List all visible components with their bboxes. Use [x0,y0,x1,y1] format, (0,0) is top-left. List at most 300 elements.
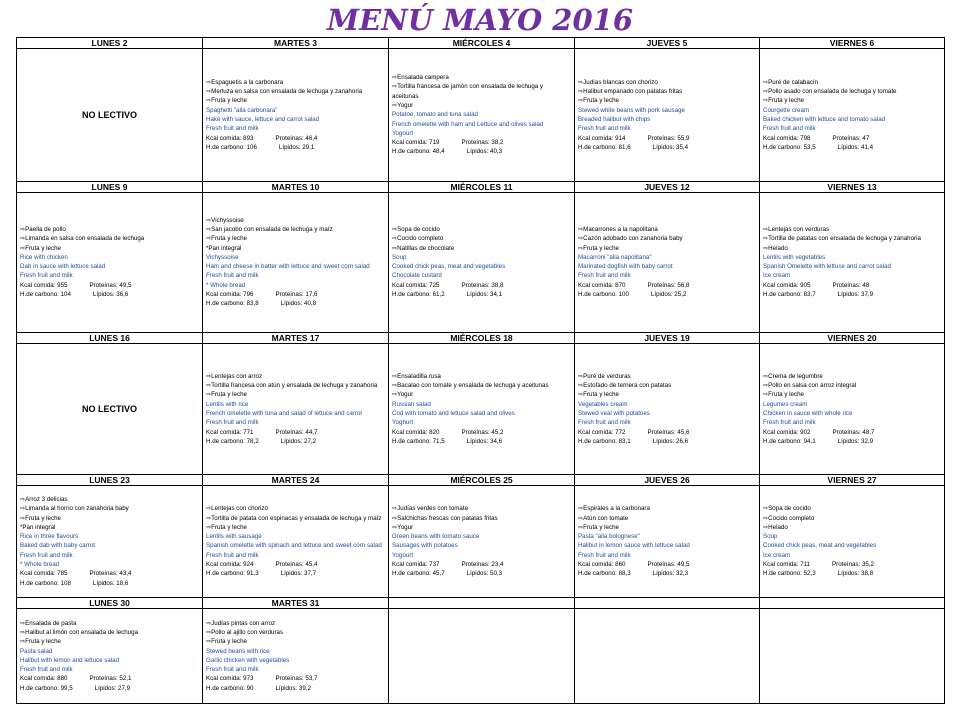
kcal-value: Kcal comida: 798 [763,134,811,142]
day-menu-cell [760,343,945,475]
week-header-row [17,475,945,486]
day-menu-cell [575,486,760,597]
dish-en: Fresh fruit and milk [578,551,631,559]
day-menu-cell [389,49,575,182]
kcal-value: Kcal comida: 905 [763,281,811,289]
lipids-value: Lípidos: 50,3 [466,570,503,578]
kcal-value: Kcal comida: 772 [578,428,626,436]
dish-es: ⇨Salchichas frescas con patatas fritas [392,514,498,522]
lipids-value: Lípidos: 32,3 [652,570,689,578]
dish-en: Fresh fruit and milk [578,419,631,427]
dish-es: ⇨Lentejas con chorizo [206,505,268,513]
lipids-value: Lípidos: 39,2 [275,684,311,692]
dish-en: Green beans with tomato sauce [392,533,480,541]
carbs-value: H.de carbono: 88,3 [578,570,631,578]
day-header [389,597,575,608]
dish-en: Cooked chick peas, meat and vegetables [763,542,877,550]
day-header: LUNES 23 [17,475,203,486]
dish-es: ⇨Puré de verduras [578,372,631,380]
lipids-value: Lípidos: 29,1 [278,143,315,151]
dish-es: ⇨Halibut al limón con ensalada de lechuga [20,629,139,636]
day-menu-cell [17,486,203,597]
dish-en: Fresh fruit and milk [763,419,816,427]
day-header: MIÉRCOLES 18 [389,332,575,343]
nutrition-line [206,299,385,308]
dish-en: Yogourt [392,551,414,559]
dish-en: Fresh fruit and milk [206,272,259,280]
week-menu-row [17,49,945,182]
nutrition-line [578,290,756,299]
dish-es: ⇨Yogur [392,101,414,109]
day-menu-cell [203,608,389,703]
dish-es: ⇨Bacalao con tomate y ensalada de lechuga y aceitunas [392,382,549,390]
dish-en: Fresh fruit and milk [206,419,259,427]
day-header: VIERNES 27 [760,475,945,486]
dish-es: ⇨Fruta y leche [206,97,247,105]
dish-en: Spanish omelette with spinach and lettuce and sweet corn salad [206,542,382,550]
dish-es: ⇨Halibut empanado con patatas fritas [578,88,683,96]
carbs-value: H.de carbono: 104 [20,291,71,299]
dish-es: ⇨Fruta y leche [206,638,247,646]
nutrition-line [763,134,941,143]
protein-value: Proteínas: 48 [832,281,870,289]
dish-en: Fresh fruit and milk [578,125,631,133]
dish-es: ⇨Yogur [392,523,414,531]
nutrition-line [763,569,941,578]
dish-en: Baked chicken with lettuce and tomato salad [763,115,886,123]
dish-en: Fresh fruit and milk [763,125,816,133]
lipids-value: Lípidos: 41,4 [837,143,874,151]
dish-es: ⇨Natillas de chocolate [392,244,455,252]
dish-en: Ice cream [763,551,791,559]
dish-en: Lentils with sausage [206,533,262,541]
dish-es: ⇨Tortilla de patata con espinacas y ensalada de lechuga y maíz [206,514,382,522]
dish-es: ⇨Vichyssoise [206,216,244,224]
protein-value: Proteínas: 43,4 [89,570,132,578]
dish-es: ⇨Espaguetis a la carbonara [206,78,284,86]
dish-es: ⇨Pollo al ajillo con verduras [206,629,284,636]
nutrition-line [763,290,941,299]
kcal-value: Kcal comida: 870 [578,281,626,289]
dish-en: Lentils with vegetables [763,253,826,261]
lipids-value: Lípidos: 40,3 [466,148,503,156]
week-header-row [17,181,945,192]
carbs-value: H.de carbono: 61,2 [392,291,445,299]
dish-es: ⇨Arroz 3 delicias [20,496,68,503]
week-header-row [17,332,945,343]
day-header: LUNES 30 [17,597,203,608]
kcal-value: Kcal comida: 893 [206,134,254,142]
protein-value: Proteínas: 52,1 [89,675,132,683]
dish-en: Breaded halibut with chips [578,115,651,123]
nutrition-line [206,674,385,683]
dish-en: Stewed white beans with pork sausage [578,106,685,114]
dish-es: ⇨Helado [763,244,788,252]
day-header: MIÉRCOLES 4 [389,38,575,49]
dish-en: * Whole bread [206,281,246,289]
day-header: MARTES 31 [203,597,389,608]
nutrition-line [392,560,571,569]
week-menu-row [17,343,945,475]
protein-value: Proteínas: 45,6 [647,428,690,436]
dish-en: Stewed beans with rice [206,647,270,655]
dish-es: *Pan integral [20,523,56,531]
day-menu-cell [575,608,760,703]
week-header-row [17,597,945,608]
dish-en: Yoghurt [392,419,414,427]
dish-es: ⇨Judías verdes con tomate [392,505,469,513]
day-menu-cell [760,486,945,597]
dish-es: ⇨Fruta y leche [578,97,619,105]
carbs-value: H.de carbono: 91,3 [206,570,259,578]
lipids-value: Lípidos: 27,2 [280,437,317,445]
dish-es: ⇨Fruta y leche [20,514,61,522]
nutrition-line [206,569,385,578]
dish-es: ⇨Fruta y leche [578,523,619,531]
lipids-value: Lípidos: 34,6 [466,437,503,445]
carbs-value: H.de carbono: 83,8 [206,300,259,308]
nutrition-line [206,143,385,152]
lipids-value: Lípidos: 36,6 [92,291,129,299]
dish-es: ⇨Fruta y leche [206,235,247,243]
nutrition-line [578,437,756,446]
kcal-value: Kcal comida: 771 [206,428,254,436]
carbs-value: H.de carbono: 52,3 [763,570,816,578]
lipids-value: Lípidos: 25,2 [650,291,687,299]
dish-es: ⇨Puré de calabacín [763,78,819,86]
dish-en: * Whole bread [20,561,60,569]
dish-en: Fresh fruit and milk [20,551,73,559]
dish-en: Vegetables cream [578,400,628,408]
lipids-value: Lípidos: 37,9 [837,291,874,299]
dish-en: Sausages with potatoes [392,542,458,550]
dish-en: Fresh fruit and milk [578,272,631,280]
day-header: VIERNES 6 [760,38,945,49]
dish-en: Pasta "alla bolognese" [578,533,640,541]
dish-es: ⇨Pollo en salsa con arroz integral [763,382,857,390]
kcal-value: Kcal comida: 902 [763,428,811,436]
protein-value: Proteínas: 55,9 [647,134,690,142]
protein-value: Proteínas: 35,2 [832,561,874,569]
day-menu-cell [760,49,945,182]
protein-value: Proteínas: 45,4 [275,561,318,569]
dish-en: Rice in three flavours [20,533,79,541]
nutrition-line [763,437,941,446]
day-menu-cell [575,343,760,475]
day-header [575,597,760,608]
nutrition-line [206,428,385,437]
day-header: JUEVES 12 [575,181,760,192]
dish-es: ⇨Sopa de cocido [392,225,440,233]
day-menu-cell [17,608,203,703]
protein-value: Proteínas: 56,8 [647,281,690,289]
dish-en: Courgette cream [763,106,810,114]
dish-es: ⇨Judías pintas con arroz [206,619,276,627]
no-lectivo-cell: NO LECTIVO [17,49,203,182]
kcal-value: Kcal comida: 737 [392,561,440,569]
day-header: JUEVES 19 [575,332,760,343]
protein-value: Proteínas: 17,6 [275,291,318,299]
dish-es: ⇨Ensalada de pasta [20,619,77,627]
dish-en: Ice cream [763,272,791,280]
menu-table [16,37,945,704]
carbs-value: H.de carbono: 81,6 [578,143,631,151]
dish-en: Vichyssoise [206,253,239,261]
protein-value: Proteínas: 46,4 [275,134,318,142]
day-menu-cell [389,486,575,597]
dish-en: Soup [392,253,407,261]
day-header: LUNES 16 [17,332,203,343]
lipids-value: Lípidos: 34,1 [466,291,503,299]
dish-es: ⇨Limanda en salsa con ensalada de lechuga [20,235,145,243]
lipids-value: Lípidos: 40,8 [280,300,317,308]
kcal-value: Kcal comida: 955 [20,281,68,289]
nutrition-line [578,560,756,569]
carbs-value: H.de carbono: 99,5 [20,684,73,692]
carbs-value: H.de carbono: 108 [20,579,71,587]
day-menu-cell [17,192,203,332]
day-header: VIERNES 20 [760,332,945,343]
dish-en: Spaghetti "alla carbonara" [206,106,278,114]
dish-es: ⇨San jacobo con ensalada de lechuga y maíz [206,225,333,233]
day-menu-cell [203,49,389,182]
dish-en: Potatoe, tomato and tuna salad [392,111,478,119]
dish-es: ⇨Ensalada campera [392,74,449,82]
kcal-value: Kcal comida: 880 [20,675,68,683]
week-header-row [17,38,945,49]
nutrition-line [763,428,941,437]
day-header [760,597,945,608]
dish-en: Soup [763,533,778,541]
dish-en: Chocolate custard [392,272,442,280]
dish-es: ⇨Espirales a la carbonara [578,505,650,513]
nutrition-line [206,684,385,693]
dish-es: ⇨Sopa de cocido [763,505,811,513]
carbs-value: H.de carbono: 83,7 [763,291,816,299]
dish-es: ⇨Fruta y leche [206,391,247,399]
lipids-value: Lípidos: 27,9 [94,684,131,692]
day-header: MIÉRCOLES 25 [389,475,575,486]
week-menu-row [17,486,945,597]
kcal-value: Kcal comida: 725 [392,281,440,289]
lipids-value: Lípidos: 18,6 [92,579,129,587]
dish-es: ⇨Estofado de ternera con patatas [578,382,672,390]
protein-value: Proteínas: 44,7 [275,428,318,436]
nutrition-line [763,143,941,152]
lipids-value: Lípidos: 32,9 [837,437,874,445]
day-header: LUNES 9 [17,181,203,192]
dish-es: ⇨Tortilla de patatas con ensalada de lechuga y zanahoria [763,235,921,243]
dish-es: ⇨Atún con tomate [578,514,629,522]
dish-en: Halibut in lemon sauce with lettuce salad [578,542,690,550]
protein-value: Proteínas: 53,7 [275,675,318,683]
dish-en: Legumes cream [763,400,808,408]
carbs-value: H.de carbono: 90 [206,684,254,692]
dish-es: ⇨Fruta y leche [206,523,247,531]
dish-en: Baked dab with baby carrot [20,542,95,550]
nutrition-line [20,684,199,693]
nutrition-line [392,138,571,147]
dish-en: Fresh fruit and milk [206,551,259,559]
protein-value: Proteínas: 38,2 [461,139,504,147]
dish-es: ⇨Merluza en salsa con ensalada de lechuga y zanahoria [206,88,363,96]
carbs-value: H.de carbono: 106 [206,143,257,151]
week-menu-row [17,608,945,703]
dish-es: ⇨Judías blancas con chorizo [578,78,658,86]
protein-value: Proteínas: 49,5 [647,561,690,569]
nutrition-line [578,428,756,437]
nutrition-line [392,569,571,578]
dish-es: ⇨Helado [763,523,788,531]
nutrition-line [392,428,571,437]
dish-en: Fresh fruit and milk [20,666,73,674]
kcal-value: Kcal comida: 860 [578,561,626,569]
dish-en: Chicken in sauce with whole rice [763,409,853,417]
carbs-value: H.de carbono: 53,5 [763,143,816,151]
dish-es: ⇨Tortilla francesa de jamón con ensalada de lechuga y aceitunas [392,83,544,100]
lipids-value: Lípidos: 37,7 [280,570,317,578]
day-menu-cell [203,343,389,475]
protein-value: Proteínas: 38,8 [461,281,504,289]
day-header: JUEVES 26 [575,475,760,486]
dish-en: Marinated dogfish with baby carrot [578,263,673,271]
dish-es: ⇨Lentejas con verduras [763,225,830,233]
day-header: VIERNES 13 [760,181,945,192]
carbs-value: H.de carbono: 45,7 [392,570,445,578]
day-menu-cell [575,49,760,182]
day-menu-cell [389,192,575,332]
dish-es: ⇨Fruta y leche [578,391,619,399]
day-menu-cell [760,192,945,332]
day-header: MARTES 3 [203,38,389,49]
dish-en: Russian salad [392,400,431,408]
nutrition-line [206,560,385,569]
lipids-value: Lípidos: 35,4 [652,143,689,151]
kcal-value: Kcal comida: 924 [206,561,254,569]
kcal-value: Kcal comida: 719 [392,139,440,147]
lipids-value: Lípidos: 26,6 [652,437,689,445]
dish-en: Hake with sauce, lettuce and carrot salad [206,115,320,123]
dish-en: Yogourt [392,129,414,137]
dish-en: Fresh fruit and milk [20,272,73,280]
nutrition-line [392,290,571,299]
lipids-value: Lípidos: 38,8 [837,570,874,578]
nutrition-line [392,281,571,290]
dish-es: ⇨Fruta y leche [578,244,619,252]
nutrition-line [206,437,385,446]
dish-es: ⇨Pollo asado con ensalada de lechuga y tomate [763,88,897,96]
carbs-value: H.de carbono: 94,1 [763,437,816,445]
day-menu-cell [203,192,389,332]
day-header: MARTES 10 [203,181,389,192]
dish-en: Cooked chick peas, meat and vegetables [392,263,506,271]
dish-es: ⇨Cazón adobado con zanahoria baby [578,235,683,243]
protein-value: Proteínas: 47 [832,134,870,142]
protein-value: Proteínas: 45,2 [461,428,504,436]
dish-es: ⇨Cocido completo [392,235,444,243]
kcal-value: Kcal comida: 914 [578,134,626,142]
day-menu-cell [203,486,389,597]
protein-value: Proteínas: 48,7 [832,428,875,436]
nutrition-line [20,579,199,588]
day-header: MIÉRCOLES 11 [389,181,575,192]
carbs-value: H.de carbono: 71,5 [392,437,445,445]
dish-es: ⇨Crema de legumbre [763,372,823,380]
dish-en: French omelette with tuna and salad of lettuce and carrot [206,409,363,417]
nutrition-line [20,281,199,290]
dish-en: Dab in sauce with lettuce salad [20,263,106,271]
day-header: JUEVES 5 [575,38,760,49]
day-menu-cell [389,608,575,703]
nutrition-line [763,281,941,290]
dish-es: ⇨Lentejas con arroz [206,372,263,380]
dish-en: Macarroni "alla napolitana" [578,253,652,261]
day-header: MARTES 24 [203,475,389,486]
dish-en: French omelette with ham and Lettuce and olives salad [392,120,544,128]
dish-es: ⇨Fruta y leche [20,638,61,646]
no-lectivo-cell: NO LECTIVO [17,343,203,475]
dish-en: Halibut with lemon and lettuce salad [20,656,120,664]
dish-es: ⇨Cocido completo [763,514,815,522]
day-header: MARTES 17 [203,332,389,343]
dish-en: Lentils with rice [206,400,249,408]
dish-es: ⇨Tortilla francesa con atún y ensalada de lechuga y zanahoria [206,382,378,390]
kcal-value: Kcal comida: 973 [206,675,254,683]
nutrition-line [392,437,571,446]
nutrition-line [763,560,941,569]
dish-es: ⇨Fruta y leche [763,97,804,105]
nutrition-line [20,569,199,578]
kcal-value: Kcal comida: 711 [763,561,811,569]
nutrition-line [206,134,385,143]
dish-en: Spanish Omelette with lettuce and carrot salad [763,263,891,271]
dish-en: Stewed veal with potatoes [578,409,650,417]
carbs-value: H.de carbono: 48,4 [392,148,445,156]
dish-en: Fresh fruit and milk [206,125,259,133]
protein-value: Proteínas: 23,4 [461,561,504,569]
nutrition-line [392,147,571,156]
dish-en: Fresh fruit and milk [206,666,259,674]
nutrition-line [578,134,756,143]
day-header: LUNES 2 [17,38,203,49]
nutrition-line [578,281,756,290]
nutrition-line [578,569,756,578]
dish-es: ⇨Macarrones a la napolitana [578,225,658,233]
carbs-value: H.de carbono: 78,2 [206,437,259,445]
dish-es: ⇨Yogur [392,391,414,399]
dish-es: ⇨Paella de pollo [20,225,66,233]
dish-en: Garlic chicken with vegetables [206,656,290,664]
kcal-value: Kcal comida: 796 [206,291,254,299]
dish-es: *Pan integral [206,244,242,252]
dish-en: Ham and cheese in batter with lettuce and sweet corn salad [206,263,370,271]
nutrition-line [206,290,385,299]
dish-es: ⇨Fruta y leche [20,244,61,252]
nutrition-line [578,143,756,152]
dish-en: Cod with tomato and lettuce salad and olives [392,409,515,417]
dish-en: Pasta salad [20,647,53,655]
dish-es: ⇨Ensaladilla rusa [392,372,441,380]
nutrition-line [20,290,199,299]
dish-es: ⇨Fruta y leche [763,391,804,399]
kcal-value: Kcal comida: 785 [20,570,68,578]
day-menu-cell [575,192,760,332]
carbs-value: H.de carbono: 100 [578,291,629,299]
kcal-value: Kcal comida: 820 [392,428,440,436]
week-menu-row [17,192,945,332]
day-menu-cell [760,608,945,703]
nutrition-line [20,674,199,683]
